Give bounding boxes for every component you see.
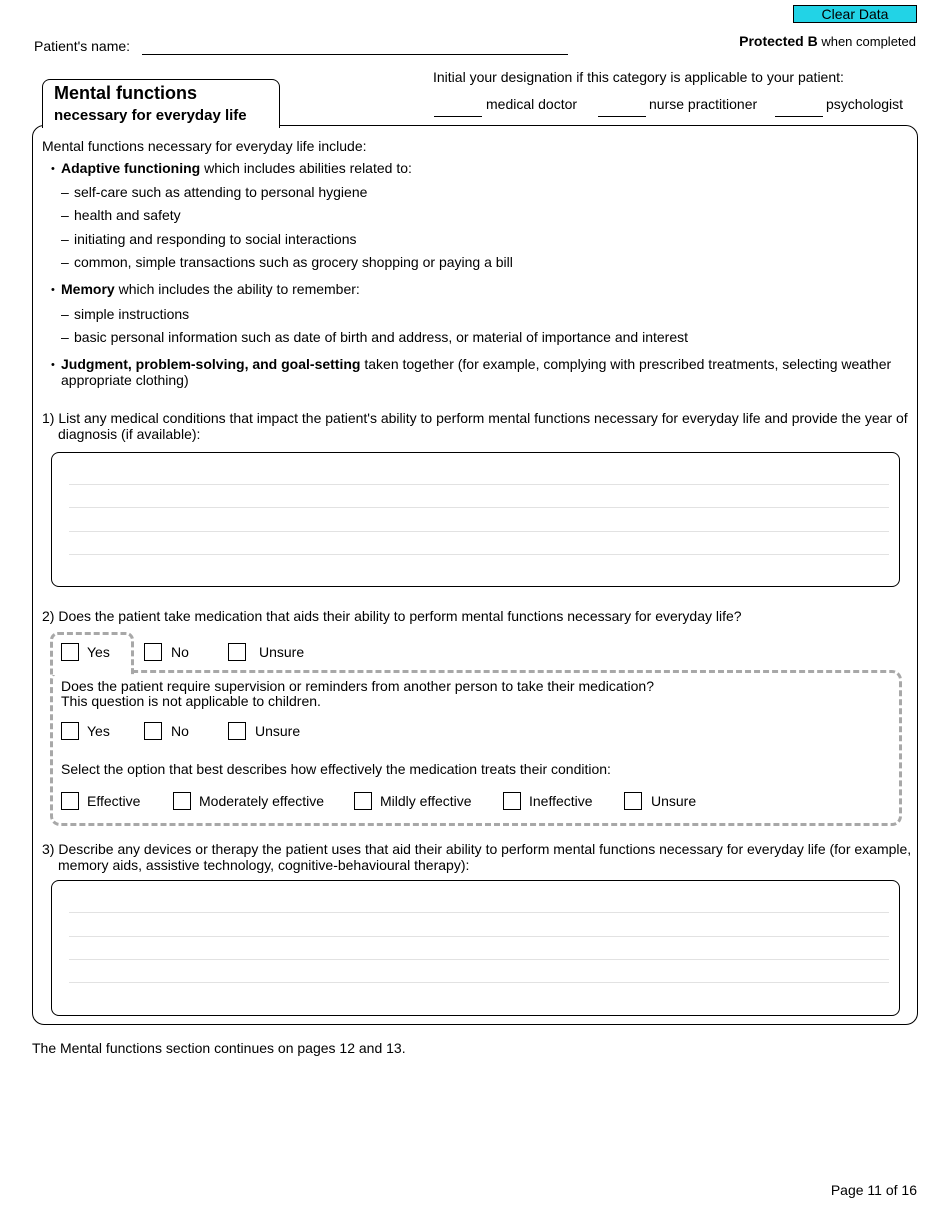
adaptive-item: common, simple transactions such as grocery shopping or paying a bill — [74, 254, 513, 270]
medication-no-checkbox[interactable] — [144, 643, 162, 661]
protected-b-suffix: when completed — [817, 34, 916, 49]
adaptive-item: health and safety — [74, 207, 181, 223]
supervision-yes-label: Yes — [87, 723, 110, 739]
dash-icon: – — [61, 329, 69, 345]
moderately-effective-label: Moderately effective — [199, 793, 325, 809]
mildly-effective-label: Mildly effective — [380, 793, 472, 809]
moderately-effective-checkbox[interactable] — [173, 792, 191, 810]
dash-icon: – — [61, 184, 69, 200]
supervision-question-line1: Does the patient require supervision or reminders from another person to take their medication? — [61, 678, 654, 694]
question-1-line2: diagnosis (if available): — [58, 426, 201, 442]
adaptive-functioning-term: Adaptive functioning — [61, 160, 201, 176]
supervision-unsure-label: Unsure — [255, 723, 301, 739]
memory-subitem: basic personal information such as date of birth and address, or material of importance and interest — [74, 329, 688, 345]
judgment-term: Judgment, problem-solving, and goal-setting — [61, 356, 361, 372]
memory-item — [61, 281, 360, 297]
memory-desc: which includes the ability to remember: — [114, 281, 360, 297]
designation-label-md: medical doctor — [486, 96, 578, 112]
medical-conditions-textarea[interactable] — [51, 452, 900, 587]
ineffective-label: Ineffective — [529, 793, 593, 809]
designation-initial-field-psych[interactable] — [775, 116, 823, 117]
memory-subitem: simple instructions — [74, 306, 190, 322]
writing-line — [69, 484, 889, 485]
continuation-note: The Mental functions section continues on pages 12 and 13. — [32, 1040, 406, 1056]
medication-yes-label: Yes — [87, 644, 110, 660]
writing-line — [69, 959, 889, 960]
ineffective-checkbox[interactable] — [503, 792, 521, 810]
effectiveness-unsure-label: Unsure — [651, 793, 697, 809]
page-number: Page 11 of 16 — [830, 1182, 917, 1198]
memory-term: Memory — [61, 281, 115, 297]
bullet-icon: • — [51, 284, 55, 296]
medication-unsure-label: Unsure — [259, 644, 305, 660]
designation-initial-field-np[interactable] — [598, 116, 646, 117]
writing-line — [69, 982, 889, 983]
question-3-line1: 3) Describe any devices or therapy the patient uses that aid their ability to perform mental functions necessary for everyday life (for example, — [42, 841, 912, 857]
designation-label-np: nurse practitioner — [649, 96, 758, 112]
designation-initial-field-md[interactable] — [434, 116, 482, 117]
designation-intro: Initial your designation if this category is applicable to your patient: — [433, 69, 844, 85]
medication-yes-checkbox[interactable] — [61, 643, 79, 661]
medication-unsure-checkbox[interactable] — [228, 643, 246, 661]
section-title: Mental functions — [54, 83, 197, 103]
supervision-unsure-checkbox[interactable] — [228, 722, 246, 740]
patient-name-field[interactable] — [142, 54, 568, 55]
devices-therapy-textarea[interactable] — [51, 880, 900, 1016]
supervision-no-checkbox[interactable] — [144, 722, 162, 740]
supervision-no-label: No — [171, 723, 189, 739]
supervision-yes-checkbox[interactable] — [61, 722, 79, 740]
designation-label-psych: psychologist — [826, 96, 904, 112]
adaptive-item: self-care such as attending to personal hygiene — [74, 184, 368, 200]
protected-b-notice — [739, 33, 916, 49]
mildly-effective-checkbox[interactable] — [354, 792, 372, 810]
dash-icon: – — [61, 254, 69, 270]
writing-line — [69, 554, 889, 555]
medication-no-label: No — [171, 644, 189, 660]
effective-checkbox[interactable] — [61, 792, 79, 810]
protected-b-label: Protected B — [739, 33, 818, 49]
adaptive-functioning-desc: which includes abilities related to: — [200, 160, 412, 176]
bullet-icon: • — [51, 163, 55, 175]
effectiveness-question: Select the option that best describes how effectively the medication treats their condition: — [61, 761, 611, 777]
question-2: 2) Does the patient take medication that aids their ability to perform mental functions necessary for everyday life? — [42, 608, 742, 624]
writing-line — [69, 936, 889, 937]
adaptive-functioning-item — [61, 160, 412, 176]
writing-line — [69, 507, 889, 508]
question-3-line2: memory aids, assistive technology, cognitive-behavioural therapy): — [58, 857, 470, 873]
judgment-desc: taken together (for example, complying with prescribed treatments, selecting weather appropriate clothing) — [61, 356, 892, 388]
effective-label: Effective — [87, 793, 141, 809]
adaptive-item: initiating and responding to social interactions — [74, 231, 357, 247]
intro-lead: Mental functions necessary for everyday life include: — [42, 138, 367, 154]
dash-icon: – — [61, 207, 69, 223]
writing-line — [69, 912, 889, 913]
dash-icon: – — [61, 306, 69, 322]
section-tab — [42, 79, 280, 128]
clear-data-button[interactable]: Clear Data — [793, 5, 917, 23]
question-1-line1: 1) List any medical conditions that impact the patient's ability to perform mental functions necessary for everyday life and provide the year of — [42, 410, 908, 426]
patient-name-label: Patient's name: — [34, 38, 131, 54]
writing-line — [69, 531, 889, 532]
judgment-item — [61, 356, 901, 388]
effectiveness-unsure-checkbox[interactable] — [624, 792, 642, 810]
section-subtitle: necessary for everyday life — [54, 107, 247, 124]
supervision-question-line2: This question is not applicable to children. — [61, 693, 321, 709]
bullet-icon: • — [51, 359, 55, 371]
dash-icon: – — [61, 231, 69, 247]
